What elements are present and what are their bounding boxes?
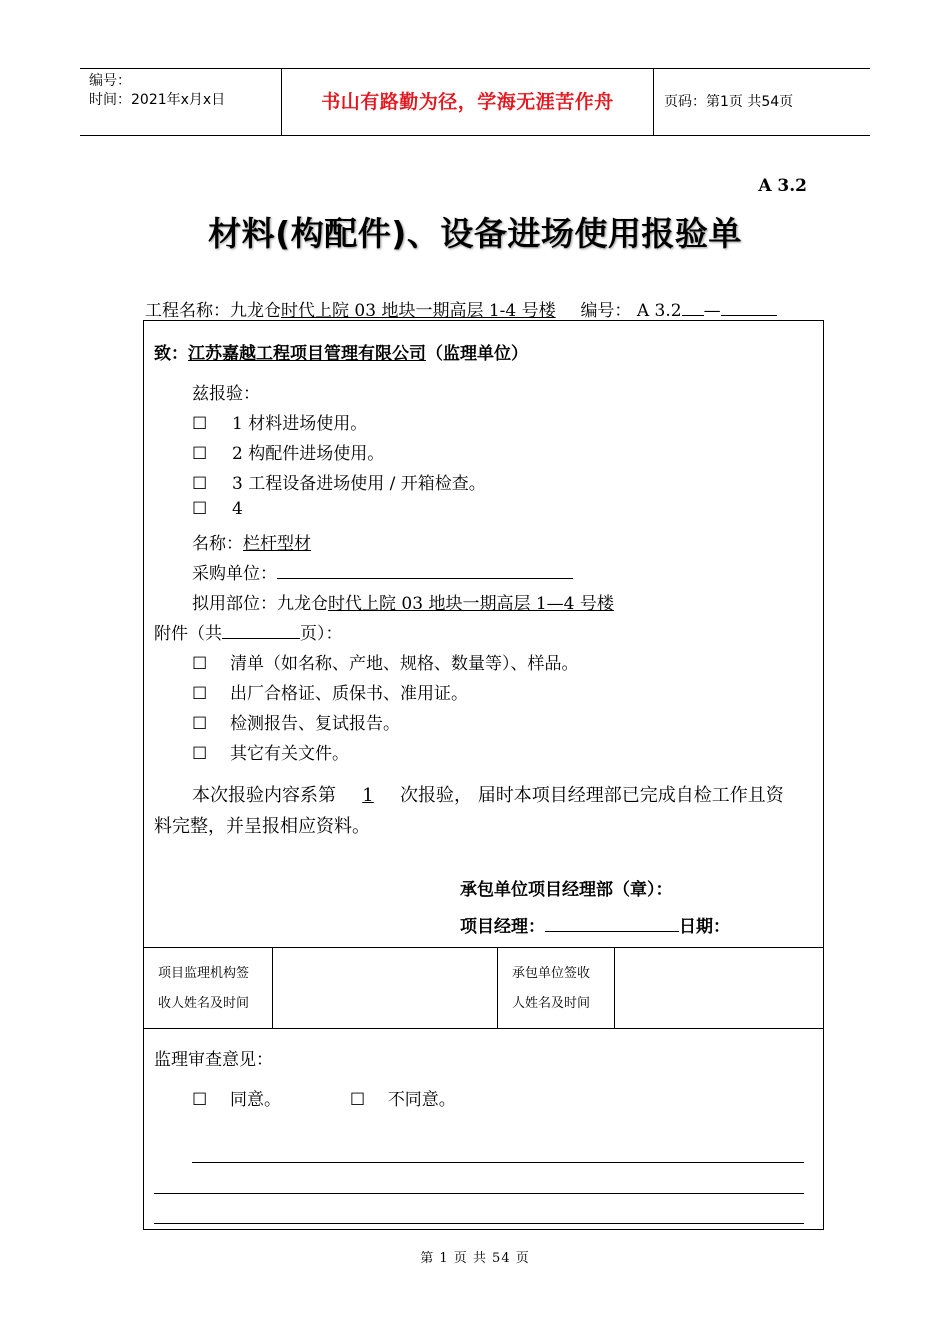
review-section xyxy=(144,1029,823,1229)
review-comment-line-1[interactable] xyxy=(192,1162,804,1163)
attachment-label: 出厂合格证、质保书、准用证。 xyxy=(230,684,468,704)
project-number-blank-1[interactable] xyxy=(682,298,704,316)
project-name-label: 工程名称： xyxy=(145,301,230,321)
attachment-3 xyxy=(192,709,400,734)
header-motto: 书山有路勤为径，学海无涯苦作舟 xyxy=(281,69,654,135)
review-comment-line-2[interactable] xyxy=(154,1193,804,1194)
report-item-3 xyxy=(192,469,486,494)
manager-field[interactable] xyxy=(545,914,679,932)
location-value: 时代上院 03 地块一期高层 1—4 号楼 xyxy=(328,594,614,614)
checkbox-icon[interactable]: ☐ xyxy=(192,414,208,434)
page-footer: 第 1 页 共 54 页 xyxy=(420,1251,530,1266)
contractor-sign-field[interactable] xyxy=(614,948,823,1028)
statement-text-b: 次报验， 届时本项目经理部已完成自检工作且资 xyxy=(400,785,784,806)
contractor-sign-label-line2: 人姓名及时间 xyxy=(512,996,591,1011)
attachments-label-a: 附件（共 xyxy=(154,624,222,644)
form-table xyxy=(143,320,824,1230)
attachment-1 xyxy=(192,649,579,674)
location-prefix: 九龙仓 xyxy=(277,594,328,614)
project-line xyxy=(145,296,777,321)
supervisor-sign-field[interactable] xyxy=(272,948,497,1028)
review-comment-line-3[interactable] xyxy=(154,1223,804,1224)
date-label: 日期： xyxy=(679,917,730,937)
attachment-label: 清单（如名称、产地、规格、数量等）、样品。 xyxy=(230,654,579,674)
review-label: 监理审查意见： xyxy=(154,1050,273,1070)
report-item-label: 3 工程设备进场使用 / 开箱检查。 xyxy=(232,474,486,494)
checkbox-icon[interactable]: ☐ xyxy=(192,654,208,674)
report-intro: 兹报验： xyxy=(192,384,260,404)
statement-line-2: 料完整，并呈报相应资料。 xyxy=(154,816,370,837)
attachments-count-field[interactable] xyxy=(222,621,300,639)
attachment-4 xyxy=(192,739,349,764)
report-item-label: 4 xyxy=(232,499,243,519)
project-number-label: 编号： xyxy=(580,301,632,321)
page-header xyxy=(80,68,870,136)
report-item-4 xyxy=(192,499,243,519)
checkbox-icon[interactable]: ☐ xyxy=(192,744,208,764)
material-name-line xyxy=(192,529,311,554)
manager-label: 项目经理： xyxy=(460,917,545,937)
statement-count: 1 xyxy=(362,785,374,806)
document-time: 时间：2021年x月x日 xyxy=(89,92,226,108)
attachment-label: 其它有关文件。 xyxy=(230,744,349,764)
checkbox-icon[interactable]: ☐ xyxy=(192,444,208,464)
checkbox-icon[interactable]: ☐ xyxy=(192,474,208,494)
statement-text-a: 本次报验内容系第 xyxy=(192,785,336,806)
agree-label: 同意。 xyxy=(230,1090,281,1110)
report-item-2 xyxy=(192,439,384,464)
purchase-unit-line xyxy=(192,559,573,584)
attachment-2 xyxy=(192,679,468,704)
form-code: A 3.2 xyxy=(758,176,807,196)
attachments-line xyxy=(154,619,343,644)
report-item-label: 1 材料进场使用。 xyxy=(232,414,368,434)
addressee-line xyxy=(154,339,528,364)
material-name-label: 名称： xyxy=(192,534,243,554)
contractor-sign-label xyxy=(497,948,614,1028)
project-name-value: 时代上院 03 地块一期高层 1-4 号楼 xyxy=(281,301,556,321)
checkbox-icon[interactable]: ☐ xyxy=(349,1090,366,1110)
sign-row xyxy=(144,947,823,1029)
document-number-label: 编号： xyxy=(89,73,131,89)
project-name-prefix: 九龙仓 xyxy=(230,301,281,321)
report-item-label: 2 构配件进场使用。 xyxy=(232,444,385,464)
purchase-unit-field[interactable] xyxy=(277,561,573,579)
material-name-value: 栏杆型材 xyxy=(243,534,311,554)
location-label: 拟用部位： xyxy=(192,594,277,614)
checkbox-icon[interactable]: ☐ xyxy=(192,684,208,704)
manager-line xyxy=(460,912,730,937)
header-page-info: 页码：第1页 共54页 xyxy=(664,94,794,110)
project-number-value: A 3.2 xyxy=(636,301,682,321)
location-line xyxy=(192,589,614,614)
supervisor-company: 江苏嘉越工程项目管理有限公司 xyxy=(188,344,426,364)
supervisor-sign-label xyxy=(144,948,272,1028)
checkbox-icon[interactable]: ☐ xyxy=(192,714,208,734)
report-item-1 xyxy=(192,409,367,434)
review-options xyxy=(192,1085,456,1110)
disagree-label: 不同意。 xyxy=(387,1090,456,1110)
purchase-unit-label: 采购单位： xyxy=(192,564,277,584)
project-number-blank-2[interactable] xyxy=(721,298,777,316)
statement-line-1 xyxy=(192,781,784,807)
checkbox-icon[interactable]: ☐ xyxy=(192,1090,208,1110)
document-title: 材料(构配件)、设备进场使用报验单 xyxy=(208,214,742,253)
attachment-label: 检测报告、复试报告。 xyxy=(230,714,400,734)
contractor-sign-label-line1: 承包单位签收 xyxy=(512,966,591,981)
contractor-dept-label: 承包单位项目经理部（章）： xyxy=(460,880,673,900)
report-section xyxy=(144,321,823,948)
checkbox-icon[interactable]: ☐ xyxy=(192,499,208,519)
header-meta xyxy=(80,69,281,135)
project-number-dash: — xyxy=(703,301,721,321)
supervisor-sign-label-line1: 项目监理机构签 xyxy=(158,966,250,981)
to-label: 致： xyxy=(154,344,188,364)
attachments-label-b: 页）： xyxy=(300,624,343,644)
supervisor-role: （监理单位） xyxy=(426,344,528,364)
supervisor-sign-label-line2: 收人姓名及时间 xyxy=(158,996,250,1011)
